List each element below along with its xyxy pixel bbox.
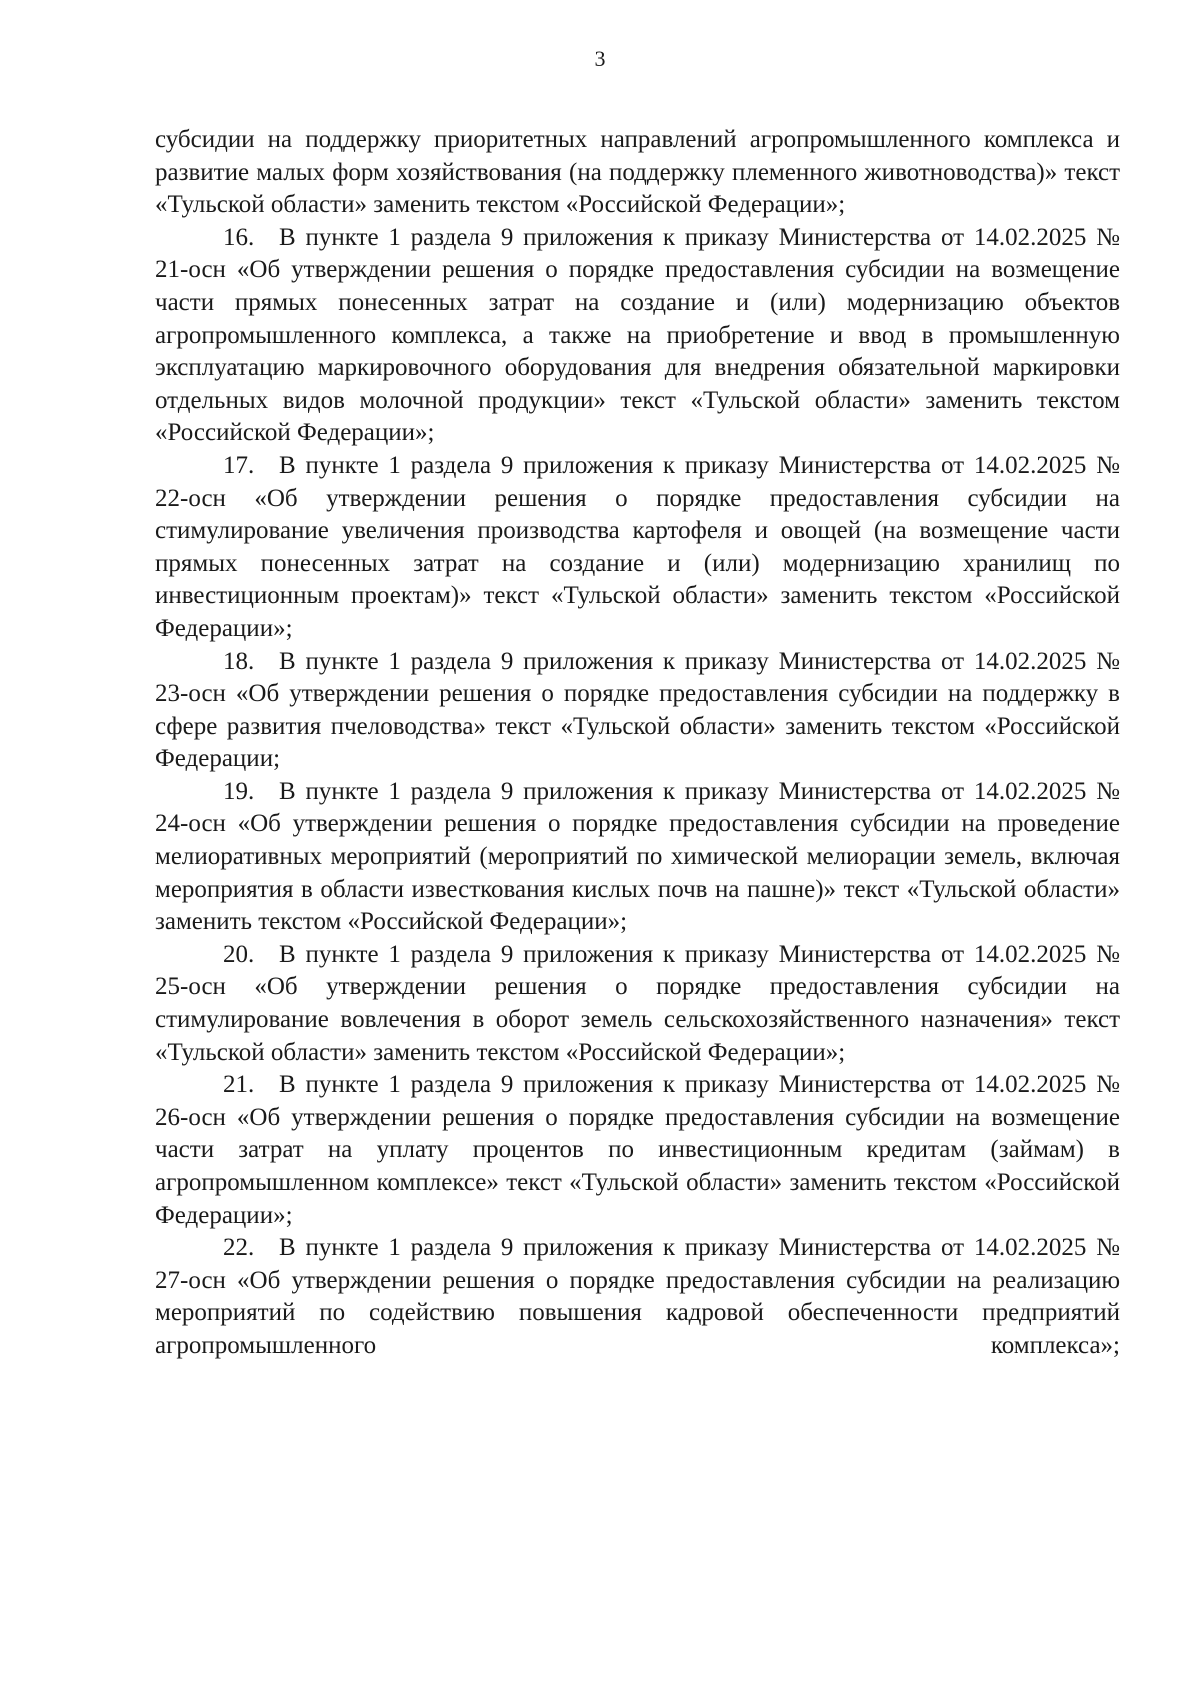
paragraph-number: 17. [223, 451, 255, 479]
paragraph-text: В пункте 1 раздела 9 приложения к приказу Министерства от 14.02.2025 № 27-осн «Об утверждении решения о порядке предоставления субсидии на реализацию мероприятий по содействию повышения кадровой обеспеченности предприятий агропромышленного комплекса»; [155, 1234, 1120, 1359]
paragraph-number: 19. [223, 777, 255, 805]
paragraph-item-17 [155, 450, 1120, 646]
page-number: 3 [594, 46, 606, 71]
paragraph-text: В пункте 1 раздела 9 приложения к приказу Министерства от 14.02.2025 № 24-осн «Об утверждении решения о порядке предоставления субсидии на проведение мелиоративных мероприятий (мероприятий по химической мелиорации земель, включая мероприятия в области известкования кислых почв на пашне)» текст «Тульской области» заменить текстом «Российской Федерации»; [155, 777, 1120, 936]
paragraph-text: В пункте 1 раздела 9 приложения к приказу Министерства от 14.02.2025 № 21-осн «Об утверждении решения о порядке предоставления субсидии на возмещение части прямых понесенных затрат на создание и (или) модернизацию объектов агропромышленного комплекса, а также на приобретение и ввод в промышленную эксплуатацию маркировочного оборудования для внедрения обязательной маркировки отдельных видов молочной продукции» текст «Тульской области» заменить текстом «Российской Федерации»; [155, 223, 1120, 447]
paragraph-number: 16. [223, 223, 255, 251]
paragraph-item-21 [155, 1069, 1120, 1232]
paragraph-text: В пункте 1 раздела 9 приложения к приказу Министерства от 14.02.2025 № 25-осн «Об утверждении решения о порядке предоставления субсидии на стимулирование вовлечения в оборот земель сельскохозяйственного назначения» текст «Тульской области» заменить текстом «Российской Федерации»; [155, 940, 1120, 1066]
paragraph-item-16 [155, 222, 1120, 450]
paragraph-number: 22. [223, 1234, 255, 1262]
paragraph-item-22 [155, 1232, 1120, 1362]
paragraph-text: субсидии на поддержку приоритетных направлений агропромышленного комплекса и развитие малых форм хозяйствования (на поддержку племенного животноводства)» текст «Тульской области» заменить текстом «Российской Федерации»; [155, 126, 1120, 219]
paragraph-text: В пункте 1 раздела 9 приложения к приказу Министерства от 14.02.2025 № 22-осн «Об утверждении решения о порядке предоставления субсидии на стимулирование увеличения производства картофеля и овощей (на возмещение части прямых понесенных затрат на создание и (или) модернизацию хранилищ по инвестиционным проектам)» текст «Тульской области» заменить текстом «Российской Федерации»; [155, 451, 1120, 642]
paragraph-number: 20. [223, 940, 255, 968]
paragraph-number: 18. [223, 647, 255, 675]
paragraph-continuation [155, 124, 1120, 222]
paragraph-item-18 [155, 646, 1120, 776]
paragraph-item-19 [155, 776, 1120, 939]
paragraph-text: В пункте 1 раздела 9 приложения к приказу Министерства от 14.02.2025 № 23-осн «Об утверждении решения о порядке предоставления субсидии на поддержку в сфере развития пчеловодства» текст «Тульской области» заменить текстом «Российской Федерации; [155, 647, 1120, 773]
paragraph-text: В пункте 1 раздела 9 приложения к приказу Министерства от 14.02.2025 № 26-осн «Об утверждении решения о порядке предоставления субсидии на возмещение части затрат на уплату процентов по инвестиционным кредитам (займам) в агропромышленном комплексе» текст «Тульской области» заменить текстом «Российской Федерации»; [155, 1071, 1120, 1229]
paragraph-item-20 [155, 939, 1120, 1069]
paragraph-number: 21. [223, 1071, 255, 1099]
document-body [155, 124, 1120, 1363]
